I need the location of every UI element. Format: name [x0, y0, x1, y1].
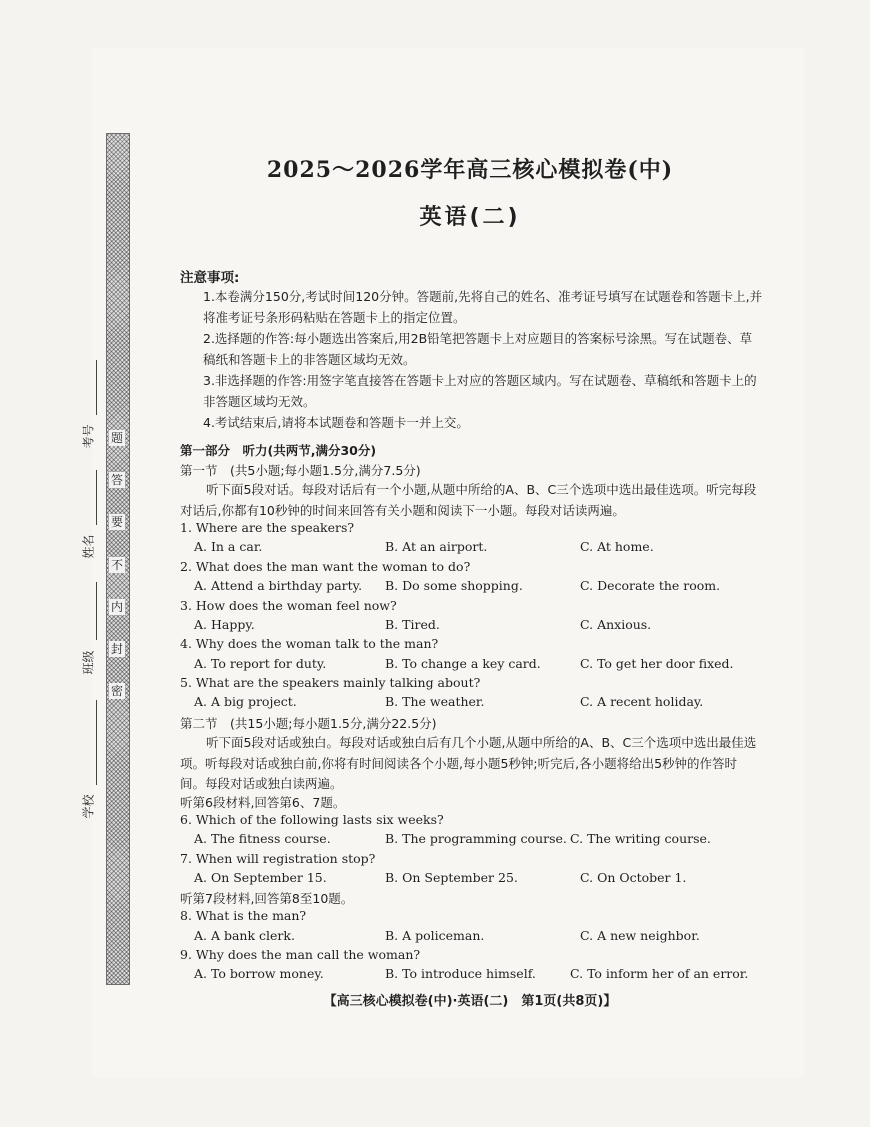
binding-char: 不 [110, 558, 123, 572]
option-c: C. Anxious. [580, 617, 652, 632]
option-c: C. On October 1. [580, 870, 687, 885]
option-a: A. In a car. [194, 539, 263, 554]
option-b: B. The weather. [385, 694, 485, 709]
option-a: A. To borrow money. [194, 966, 324, 981]
question-stem: 8. What is the man? [180, 908, 307, 923]
binding-char: 内 [110, 600, 123, 614]
option-c: C. To get her door fixed. [580, 656, 734, 671]
option-a: A. On September 15. [194, 870, 327, 885]
question-stem: 6. Which of the following lasts six weeks? [180, 812, 444, 827]
school-label: 学校 [81, 794, 96, 819]
section1-heading: 第一节 (共5小题;每小题1.5分,满分7.5分) [180, 463, 421, 478]
notice-item: 2.选择题的作答:每小题选出答案后,用2B铅笔把答题卡上对应题目的答案标号涂黑。写在试题卷、草稿纸和答题卡上的非答题区域均无效。 [203, 331, 753, 367]
exam-number-line [96, 360, 97, 415]
option-b: B. Do some shopping. [385, 578, 523, 593]
option-b: B. On September 25. [385, 870, 518, 885]
question-stem: 1. Where are the speakers? [180, 520, 355, 535]
binding-char: 题 [110, 431, 123, 445]
option-b: B. At an airport. [385, 539, 488, 554]
option-a: A. A bank clerk. [194, 928, 295, 943]
class-line [96, 582, 97, 640]
option-c: C. Decorate the room. [580, 578, 721, 593]
option-a: A. Attend a birthday party. [194, 578, 363, 593]
class-label: 班级 [81, 650, 96, 675]
option-b: B. Tired. [385, 617, 440, 632]
notice-item: 4.考试结束后,请将本试题卷和答题卡一并上交。 [203, 415, 469, 430]
binding-char: 封 [110, 642, 123, 656]
page-footer: 【高三核心模拟卷(中)·英语(二) 第1页(共8页)】 [323, 994, 617, 1009]
section2-instructions: 听下面5段对话或独白。每段对话或独白后有几个小题,从题中所给的A、B、C三个选项中选出最佳选项。听每段对话或独白前,你将有时间阅读各个小题,每小题5秒钟;听完后,各小题将给出5秒钟的作答时间。每段对话或独白读两遍。 [180, 735, 757, 791]
page-subtitle: 英语(二) [419, 205, 521, 230]
school-line [96, 700, 97, 785]
option-c: C. At home. [580, 539, 654, 554]
option-c: C. The writing course. [570, 831, 711, 846]
question-stem: 3. How does the woman feel now? [180, 598, 397, 613]
question-stem: 7. When will registration stop? [180, 851, 376, 866]
option-b: B. A policeman. [385, 928, 485, 943]
notice-heading: 注意事项: [180, 270, 240, 286]
option-c: C. A new neighbor. [580, 928, 700, 943]
question-stem: 9. Why does the man call the woman? [180, 947, 421, 962]
section1-instructions: 听下面5段对话。每段对话后有一个小题,从题中所给的A、B、C三个选项中选出最佳选项。听完每段对话后,你都有10秒钟的时间来回答有关小题和阅读下一小题。每段对话读两遍。 [180, 482, 757, 518]
exam-number-label: 考号 [81, 424, 96, 449]
part1-heading: 第一部分 听力(共两节,满分30分) [180, 443, 377, 458]
option-a: A. The fitness course. [194, 831, 331, 846]
material-6-note: 听第6段材料,回答第6、7题。 [180, 795, 346, 810]
binding-char: 答 [110, 473, 123, 487]
option-c: C. To inform her of an error. [570, 966, 749, 981]
page-title: 2025～2026学年高三核心模拟卷(中) [266, 157, 674, 183]
notice-item: 3.非选择题的作答:用签字笔直接答在答题卡上对应的答题区域内。写在试题卷、草稿纸和答题卡上的非答题区域均无效。 [203, 373, 757, 409]
name-line [96, 470, 97, 525]
notice-item: 1.本卷满分150分,考试时间120分钟。答题前,先将自己的姓名、准考证号填写在试题卷和答题卡上,并将准考证号条形码粘贴在答题卡上的指定位置。 [203, 289, 763, 325]
option-a: A. To report for duty. [194, 656, 327, 671]
option-a: A. A big project. [194, 694, 297, 709]
option-b: B. To change a key card. [385, 656, 541, 671]
section2-heading: 第二节 (共15小题;每小题1.5分,满分22.5分) [180, 716, 437, 731]
question-stem: 4. Why does the woman talk to the man? [180, 636, 439, 651]
option-b: B. To introduce himself. [385, 966, 536, 981]
binding-char: 要 [110, 515, 123, 529]
option-b: B. The programming course. [385, 831, 567, 846]
question-stem: 5. What are the speakers mainly talking about? [180, 675, 481, 690]
option-a: A. Happy. [194, 617, 255, 632]
question-stem: 2. What does the man want the woman to do? [180, 559, 471, 574]
binding-char: 密 [110, 684, 123, 698]
option-c: C. A recent holiday. [580, 694, 704, 709]
name-label: 姓名 [81, 534, 96, 559]
material-7-note: 听第7段材料,回答第8至10题。 [180, 891, 354, 906]
